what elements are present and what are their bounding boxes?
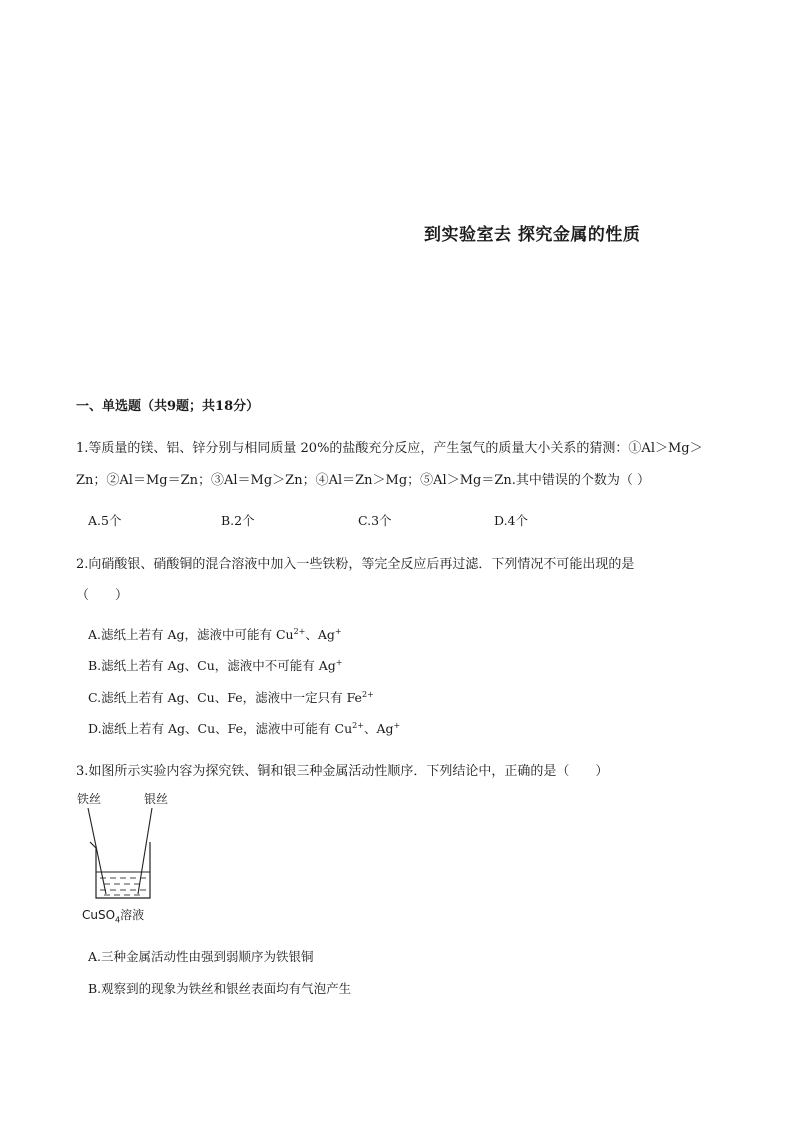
q1-option-c: C.3个 [358, 513, 392, 528]
q2-option-d-ion2: + [393, 720, 401, 730]
q2-option-a-ion2: + [334, 626, 342, 636]
q2-option-a-ion1: 2+ [293, 626, 306, 636]
q2-option-a [88, 625, 342, 643]
q2-stem-line1: 2.向硝酸银、硝酸铜的混合溶液中加入一些铁粉，等完全反应后再过滤．下列情况不可能出现的是 [76, 557, 635, 572]
q1-stem-line1: 1.等质量的镁、铝、锌分别与相同质量 20%的盐酸充分反应，产生氢气的质量大小关系的猜测：①Al＞Mg＞ [76, 441, 703, 456]
q3-stem: 3.如图所示实验内容为探究铁、铜和银三种金属活动性顺序．下列结论中，正确的是（ ） [76, 764, 609, 779]
q2-stem-line2: （ ） [76, 588, 129, 603]
beaker-figure [80, 806, 170, 906]
iron-wire [88, 808, 106, 894]
solution-suffix: 溶液 [120, 908, 145, 922]
solution-formula-sub: 4 [115, 915, 121, 925]
q2-option-b [88, 656, 342, 674]
q2-option-c-ion: 2+ [361, 689, 374, 699]
q2-option-d-text: D.滤纸上若有 Ag、Cu、Fe，滤液中可能有 Cu [88, 721, 353, 736]
q2-option-a-text: A.滤纸上若有 Ag，滤液中可能有 Cu [88, 627, 294, 642]
label-silver-wire: 银丝 [144, 792, 169, 806]
q3-option-b: B.观察到的现象为铁丝和银丝表面均有气泡产生 [88, 981, 352, 996]
q2-option-d-ion1: 2+ [352, 720, 364, 730]
document-title: 到实验室去 探究金属的性质 [424, 225, 641, 245]
q3-option-a: A.三种金属活动性由强到弱顺序为铁银铜 [88, 949, 314, 964]
q2-option-b-ion: + [335, 657, 343, 667]
q1-stem-line2: Zn；②Al＝Mg＝Zn；③Al＝Mg＞Zn；④Al＝Zn＞Mg；⑤Al＞Mg＝Zn.其中错误的个数为（ ） [76, 473, 651, 488]
section-heading: 一、单选题（共9题；共18分） [76, 399, 260, 414]
q1-option-d: D.4个 [494, 513, 529, 528]
label-iron-wire: 铁丝 [77, 792, 102, 806]
solution-formula: CuSO [82, 908, 116, 922]
q2-option-c [88, 688, 374, 706]
q2-option-d-mid: 、Ag [363, 721, 394, 736]
q1-option-a: A.5个 [88, 513, 122, 528]
q2-option-b-text: B.滤纸上若有 Ag、Cu，滤液中不可能有 Ag [88, 658, 336, 673]
q2-option-a-mid: 、Ag [305, 627, 335, 642]
q1-option-b: B.2个 [221, 513, 255, 528]
q2-option-c-text: C.滤纸上若有 Ag、Cu、Fe，滤液中一定只有 Fe [88, 690, 362, 705]
q2-option-d [88, 719, 400, 737]
label-solution [82, 906, 144, 923]
